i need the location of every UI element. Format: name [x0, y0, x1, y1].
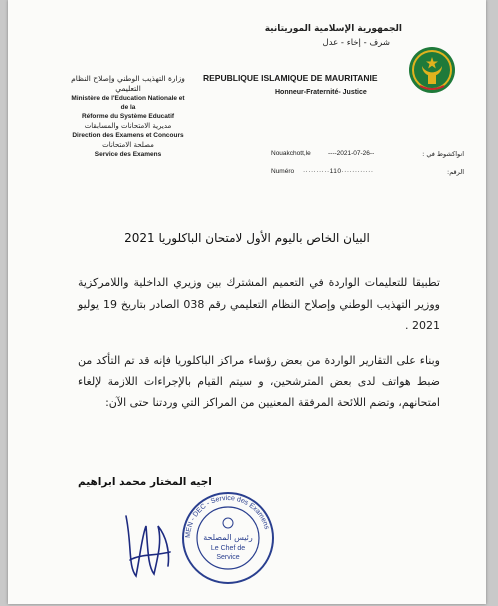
ministry-block: [68, 74, 188, 159]
stamp-ring-text: MEN - DEC - Service des Examens: [184, 494, 270, 539]
official-stamp: [180, 490, 276, 586]
stamp-ar: رئيس المصلحة: [203, 533, 253, 542]
number-label-ar: الرقم:: [447, 168, 464, 176]
ministry-fr-1: Ministère de l'Education Nationale et de la: [71, 95, 185, 111]
ministry-fr-2: Réforme du Système Educatif: [81, 113, 175, 120]
paragraph-2: وبناء على التقارير الواردة من بعض رؤساء مراكز الباكلوريا فإنه قد تم التأكد من ضبط هواتف لدى بعض المترشحين، و سيتم القيام بالإجراءات اللازمة لإلغاء امتحانهم، وتضم اللائحة المرفقة المعنيين من المراكز التي وردتنا حتى الآن:: [78, 354, 440, 409]
signatory-name: اجيه المختار محمد ابراهيم: [78, 476, 212, 488]
place-date-label-ar: انواكشوط في :: [422, 150, 464, 158]
number-label-fr: Numéro: [271, 168, 295, 175]
date-value: ----2021-07-26--: [328, 150, 375, 157]
document-title: البيان الخاص باليوم الأول لامتحان الباكلوريا 2021: [124, 231, 370, 245]
service-fr: Service des Examens: [94, 151, 162, 158]
republic-ar: الجمهورية الإسلامية الموريتانية: [264, 24, 402, 34]
directorate-ar: مديرية الامتحانات والمسابقات: [84, 122, 172, 130]
ministry-ar: وزارة التهذيب الوطني وإصلاح النظام التعليمي: [71, 74, 185, 93]
stamp-fr-2: Service: [216, 554, 240, 561]
motto-fr: Honneur-Fraternité- Justice: [275, 89, 367, 96]
paragraph-1: تطبيقا للتعليمات الواردة في التعميم المشترك بين وزيري الداخلية واللامركزية ووزير التهذيب الوطني وإصلاح النظام التعليمي رقم 038 الصادر بتاريخ 19 يوليو 2021 .: [78, 276, 440, 332]
document-page: [8, 0, 486, 604]
place-date-label-fr: Nouakchott,le: [271, 150, 311, 157]
service-ar: مصلحة الامتحانات: [102, 141, 154, 149]
handwritten-signature: [118, 496, 178, 586]
number-value: ··········110············: [303, 168, 374, 175]
republic-fr: REPUBLIQUE ISLAMIQUE DE MAURITANIE: [203, 73, 378, 83]
motto-ar: شرف - إخاء - عدل: [322, 38, 390, 48]
stamp-fr-1: Le Chef de: [210, 545, 246, 552]
directorate-fr: Direction des Examens et Concours: [72, 132, 184, 139]
national-emblem-icon: [408, 46, 456, 94]
